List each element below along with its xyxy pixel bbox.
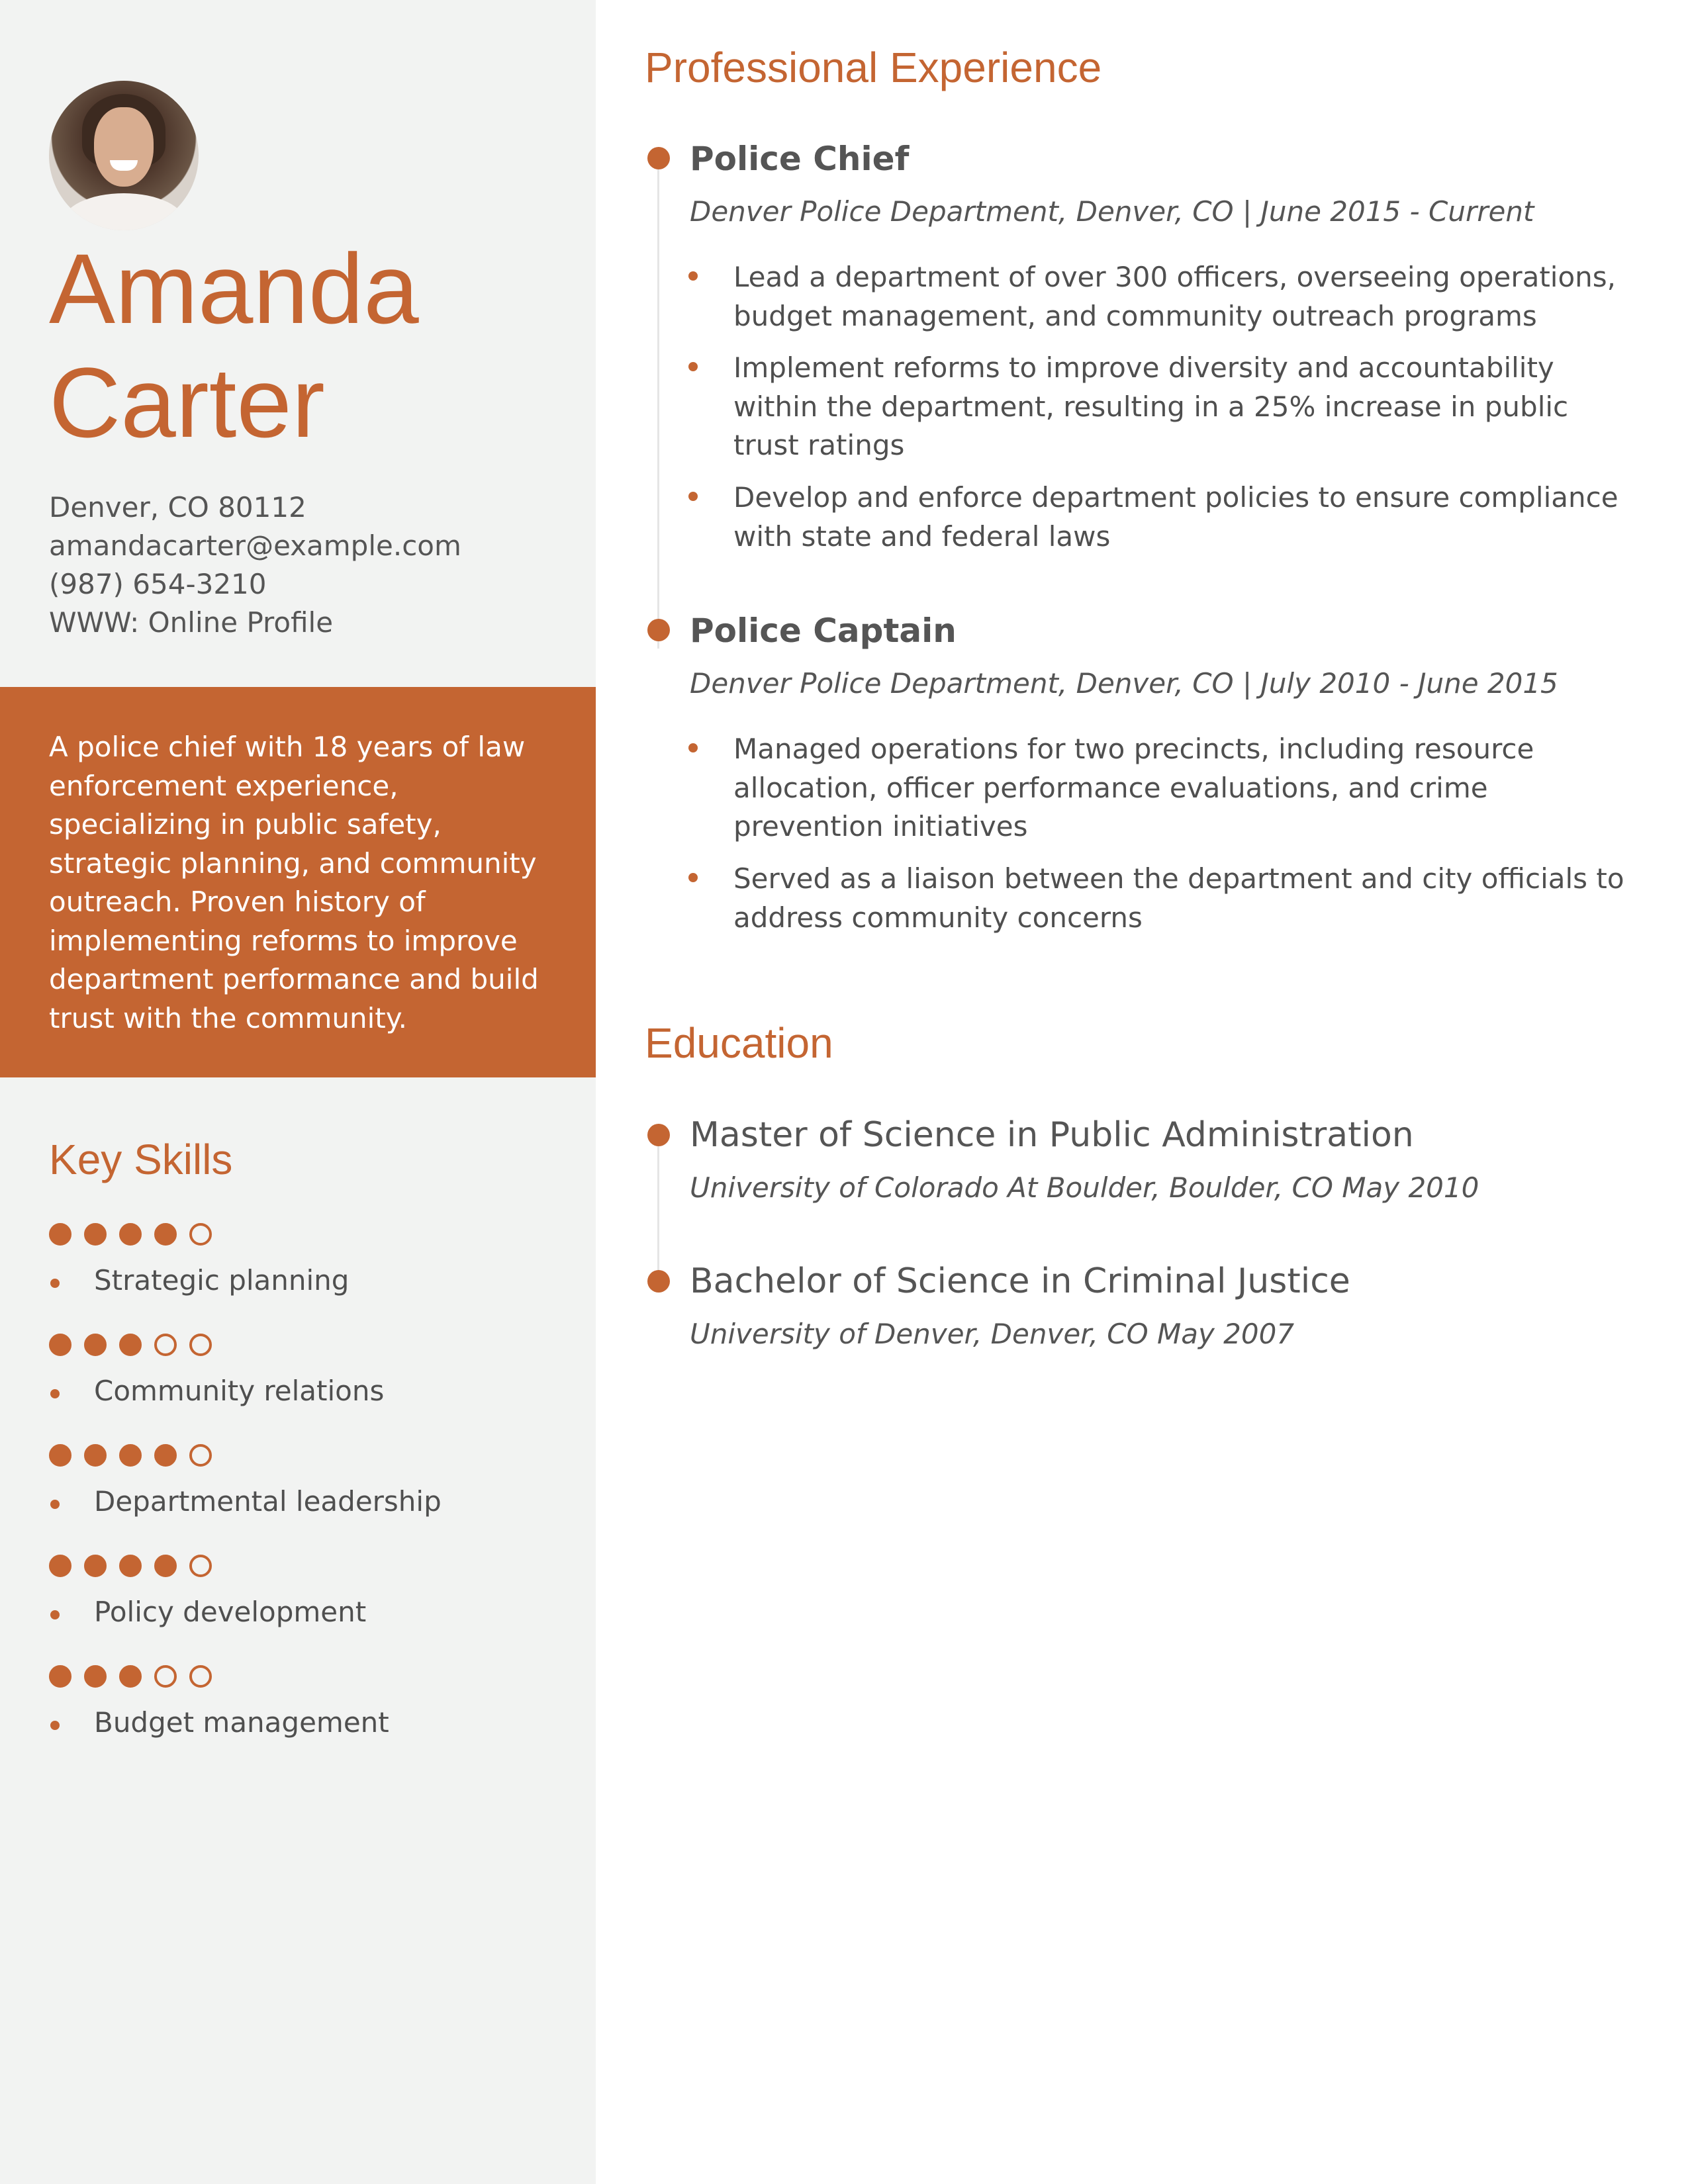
bullet-line: Lead a department of over 300 officers, overseeing operations, [733, 261, 1617, 293]
last-name: Carter [49, 347, 325, 458]
bullet-line: Managed operations for two precincts, including resource [733, 733, 1534, 765]
rating-dot-filled-icon [49, 1223, 71, 1246]
bullet-line: Implement reforms to improve diversity and accountability [733, 351, 1554, 384]
skill-label: Policy development [94, 1596, 367, 1628]
degree-title: Bachelor of Science in Criminal Justice [690, 1261, 1350, 1301]
website-link[interactable]: WWW: Online Profile [49, 606, 334, 639]
rating-dot-empty-icon [189, 1444, 212, 1467]
job-title: Police Chief [690, 140, 910, 178]
rating-dot-empty-icon [189, 1555, 212, 1577]
rating-dot-filled-icon [49, 1444, 71, 1467]
contact-info [49, 488, 461, 642]
skill-rating [49, 1223, 221, 1247]
rating-dot-filled-icon [119, 1223, 142, 1246]
bullet-icon [688, 362, 698, 371]
bullet-icon [688, 271, 698, 281]
rating-dot-filled-icon [84, 1665, 107, 1688]
rating-dot-filled-icon [84, 1555, 107, 1577]
bullet-icon [50, 1279, 60, 1288]
skill-label: Budget management [94, 1706, 389, 1739]
rating-dot-filled-icon [49, 1334, 71, 1356]
school-info: University of Denver, Denver, CO May 2007 [690, 1318, 1295, 1350]
timeline-dot-icon [647, 1124, 670, 1146]
bullet-line: allocation, officer performance evaluations, and crime [733, 771, 1488, 804]
rating-dot-filled-icon [49, 1665, 71, 1688]
skill-label: Departmental leadership [94, 1485, 442, 1518]
bullet-icon [50, 1721, 60, 1730]
email[interactable]: amandacarter@example.com [49, 529, 461, 562]
skills-title: Key Skills [49, 1136, 233, 1183]
rating-dot-empty-icon [154, 1665, 177, 1688]
timeline-dot-icon [647, 1270, 670, 1293]
job-bullet [733, 860, 1634, 937]
rating-dot-filled-icon [84, 1334, 107, 1356]
rating-dot-empty-icon [189, 1223, 212, 1246]
rating-dot-filled-icon [84, 1223, 107, 1246]
rating-dot-filled-icon [49, 1555, 71, 1577]
bullet-icon [688, 492, 698, 501]
summary-line: implementing reforms to improve [49, 924, 518, 957]
avatar [49, 81, 199, 230]
bullet-icon [688, 743, 698, 752]
phone[interactable]: (987) 654-3210 [49, 568, 267, 600]
summary-line: specializing in public safety, [49, 808, 442, 841]
avatar-shirt [62, 193, 185, 230]
skill-rating [49, 1334, 221, 1357]
rating-dot-filled-icon [154, 1444, 177, 1467]
rating-dot-filled-icon [119, 1334, 142, 1356]
bullet-line: with state and federal laws [733, 520, 1111, 553]
candidate-name [49, 232, 419, 459]
summary-line: strategic planning, and community [49, 846, 537, 880]
skill-label: Community relations [94, 1375, 385, 1407]
bullet-line: prevention initiatives [733, 810, 1028, 842]
bullet-icon [50, 1610, 60, 1619]
skill-rating [49, 1444, 221, 1468]
rating-dot-filled-icon [154, 1223, 177, 1246]
job-subtitle: Denver Police Department, Denver, CO | July 2010 - June 2015 [690, 667, 1558, 700]
sidebar [0, 0, 596, 2184]
degree-title: Master of Science in Public Administration [690, 1115, 1414, 1155]
job-bullet [733, 478, 1634, 556]
job-bullet [733, 349, 1634, 465]
rating-dot-filled-icon [119, 1444, 142, 1467]
timeline-dot-icon [647, 619, 670, 641]
summary-line: department performance and build [49, 963, 539, 995]
timeline-line [657, 1138, 659, 1284]
summary-line: enforcement experience, [49, 769, 399, 802]
rating-dot-filled-icon [84, 1444, 107, 1467]
skill-rating [49, 1555, 221, 1578]
bullet-line: within the department, resulting in a 25% increase in public [733, 390, 1569, 423]
rating-dot-filled-icon [119, 1665, 142, 1688]
summary-line: A police chief with 18 years of law [49, 731, 526, 763]
address: Denver, CO 80112 [49, 491, 306, 523]
bullet-icon [50, 1389, 60, 1398]
skill-rating [49, 1665, 221, 1689]
rating-dot-filled-icon [119, 1555, 142, 1577]
job-bullet [733, 258, 1634, 336]
rating-dot-empty-icon [154, 1334, 177, 1356]
summary-line: trust with the community. [49, 1001, 407, 1034]
job-bullet [733, 730, 1634, 846]
bullet-icon [688, 873, 698, 882]
timeline-line [657, 159, 659, 649]
education-title: Education [645, 1019, 833, 1067]
bullet-line: address community concerns [733, 901, 1143, 934]
experience-title: Professional Experience [645, 44, 1102, 91]
bullet-line: Develop and enforce department policies to ensure compliance [733, 481, 1618, 514]
school-info: University of Colorado At Boulder, Boulder, CO May 2010 [690, 1171, 1479, 1204]
avatar-face [94, 107, 154, 187]
summary-text [49, 728, 552, 1038]
rating-dot-empty-icon [189, 1334, 212, 1356]
bullet-line: Served as a liaison between the department and city officials to [733, 862, 1624, 895]
skill-label: Strategic planning [94, 1264, 350, 1297]
summary-line: outreach. Proven history of [49, 886, 426, 918]
job-title: Police Captain [690, 612, 957, 650]
rating-dot-filled-icon [154, 1555, 177, 1577]
timeline-dot-icon [647, 147, 670, 169]
bullet-line: trust ratings [733, 429, 905, 461]
first-name: Amanda [49, 233, 419, 344]
bullet-icon [50, 1500, 60, 1509]
job-subtitle: Denver Police Department, Denver, CO | June 2015 - Current [690, 195, 1534, 228]
rating-dot-empty-icon [189, 1665, 212, 1688]
bullet-line: budget management, and community outreach programs [733, 299, 1537, 332]
